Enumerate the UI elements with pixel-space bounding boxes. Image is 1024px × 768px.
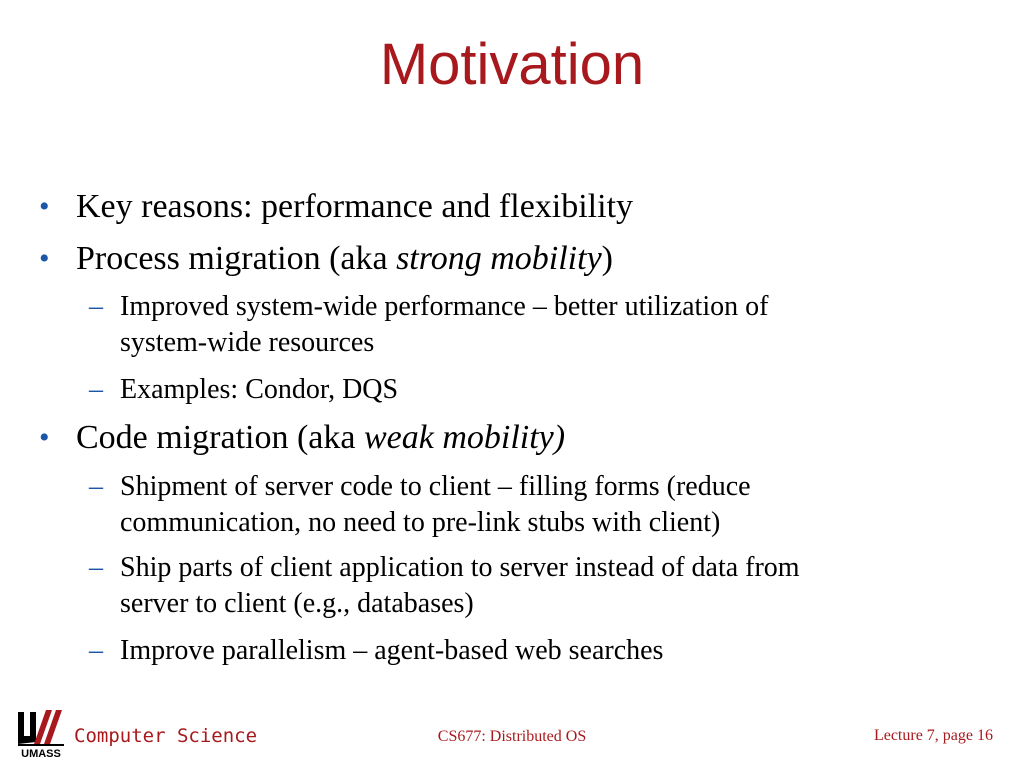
dash-marker: – [89,374,103,405]
subitem-line: server to client (e.g., databases) [120,588,474,619]
bullet-marker: • [39,242,50,275]
subitem-shipment [89,469,980,541]
subitem-examples [89,372,980,408]
subitem-ship-parts [89,550,980,622]
subitem-line: system-wide resources [120,327,375,358]
subitem-line: communication, no need to pre-link stubs with client) [120,507,721,538]
bullet-emphasis: strong mobility [396,240,602,277]
bullet-text-end: ) [601,240,613,277]
dash-marker: – [89,552,103,583]
subitem-line: Shipment of server code to client – filling forms (reduce [120,471,751,502]
bullet-emphasis: weak mobility) [363,419,566,456]
bullet-text: Process migration (aka [76,240,397,277]
slide-title: Motivation [379,32,645,97]
subitem-improved-performance [89,289,980,361]
footer-department: Computer Science [74,725,258,747]
subitem-line: Ship parts of client application to server instead of data from [120,552,800,583]
subitem-line: Examples: Condor, DQS [120,374,399,405]
bullet-text: Key reasons: performance and flexibility [76,188,634,225]
subitem-line: Improve parallelism – agent-based web searches [120,635,664,666]
dash-marker: – [89,291,103,322]
bullet-marker: • [39,190,50,223]
bullet-text: Code migration (aka [76,419,364,456]
logo-text: UMASS [21,748,61,760]
footer-course: CS677: Distributed OS [437,728,587,745]
dash-marker: – [89,471,103,502]
bullet-item-key-reasons [39,187,634,227]
dash-marker: – [89,635,103,666]
bullet-marker: • [39,421,50,454]
bullet-item-code-migration [39,418,566,458]
bullet-item-process-migration [39,239,613,279]
subitem-line: Improved system-wide performance – better utilization of [120,291,769,322]
footer-page-number: Lecture 7, page 16 [873,727,993,744]
subitem-parallelism [89,633,980,669]
